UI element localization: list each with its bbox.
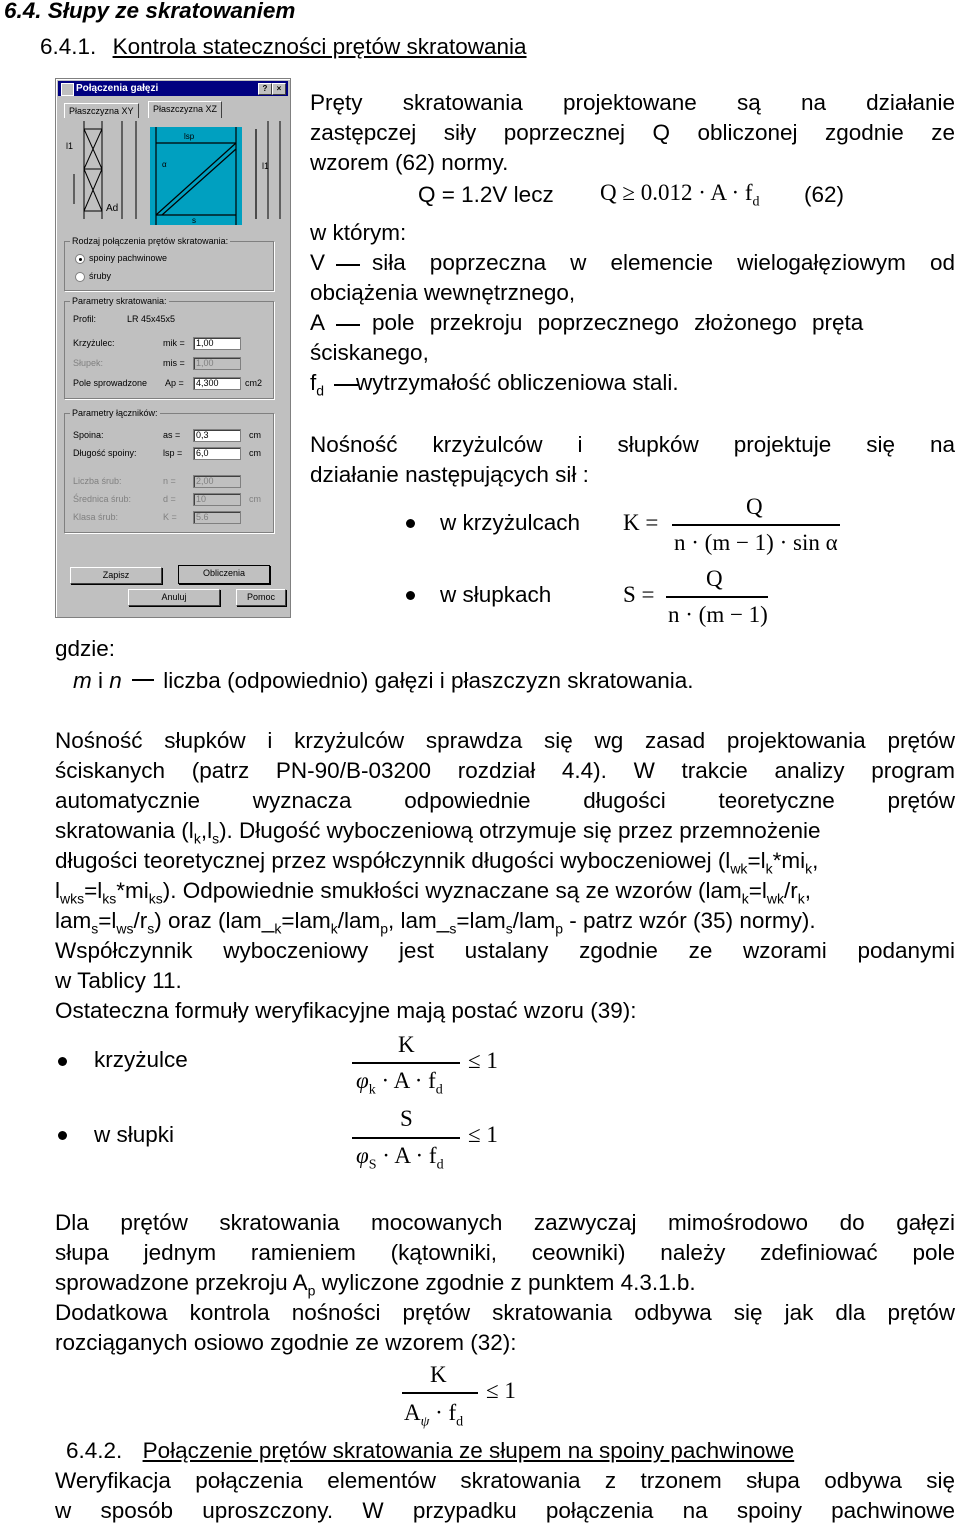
mn-definition: m i n liczba (odpowiednio) gałęzi i płaszczyzn skratowania. bbox=[73, 668, 694, 693]
d-unit: cm bbox=[249, 494, 261, 504]
paragraph-3-line-8: Współczynnik wyboczeniowy jest ustalany zgodnie ze wzorami podanymi bbox=[55, 938, 955, 963]
def-f-symbol: $f_d$ bbox=[310, 370, 325, 399]
bullet-verify-k bbox=[58, 1057, 67, 1066]
verify-k-fraction-line bbox=[352, 1062, 460, 1064]
diagram-label-s: s bbox=[192, 216, 196, 225]
lacing-diagram bbox=[62, 119, 284, 229]
def-a-line-1: pole przekroju poprzecznego złożonego pręta bbox=[372, 310, 864, 335]
diagram-label-l1: l1 bbox=[66, 141, 74, 151]
paragraph-1-line-3: wzorem (62) normy. bbox=[310, 150, 509, 175]
group-connector-params bbox=[64, 408, 274, 533]
bolt-count-label: Liczba śrub: bbox=[73, 476, 122, 486]
n-input[interactable]: 2,00 bbox=[193, 475, 241, 488]
def-v-symbol: V bbox=[310, 250, 326, 275]
ap-unit: cm2 bbox=[245, 378, 263, 388]
paragraph-4-line-4: Dodatkowa kontrola nośności prętów skratowania odbywa się jak dla prętów bbox=[55, 1300, 955, 1325]
help-title-button[interactable]: ? bbox=[258, 83, 272, 95]
diagram-label-l1-right: l1 bbox=[262, 161, 270, 171]
post-label: Słupek: bbox=[73, 358, 104, 368]
paragraph-3-line-7: $lam_s=l_{ws}/r_s$) oraz ($lam\__k=lam_k/lam_p$, $lam\__s=lam_s/lam_p$ - patrz wzór (35) normy). bbox=[55, 908, 816, 937]
calculations-button[interactable]: Obliczenia bbox=[178, 565, 270, 584]
radio-fillet-welds-label: spoiny pachwinowe bbox=[89, 253, 168, 263]
bolt-diameter-label: Średnica śrub: bbox=[73, 494, 132, 504]
verify-k-label: krzyżulce bbox=[94, 1047, 188, 1072]
verify-k-relation: ≤ 1 bbox=[468, 1048, 498, 1073]
eq32-fraction-line bbox=[402, 1392, 478, 1394]
profile-label: Profil: bbox=[73, 314, 97, 324]
force-s-label: w słupkach bbox=[440, 582, 552, 607]
mik-input[interactable]: 1,00 bbox=[193, 337, 241, 350]
def-v-line-1: siła poprzeczna w elemencie wielogałęziowym od bbox=[372, 250, 955, 275]
def-f-text: wytrzymałość obliczeniowa stali. bbox=[356, 370, 679, 395]
def-v-line-2: obciążenia wewnętrznego, bbox=[310, 280, 576, 305]
force-k-fraction-line bbox=[672, 524, 840, 526]
paragraph-3-line-1: Nośność słupków i krzyżulców sprawdza się wg zasad projektowania prętów bbox=[55, 728, 955, 753]
ap-input[interactable]: 4,300 bbox=[193, 377, 241, 390]
paragraph-3-line-10: Ostateczna formuły weryfikacyjne mają postać wzoru (39): bbox=[55, 998, 637, 1023]
mis-input[interactable]: 1,00 bbox=[193, 357, 241, 370]
force-k-denominator: n · (m − 1) · sin α bbox=[674, 530, 838, 555]
paragraph-5-line-2: w sposób uproszczony. W przypadku połączenia na spoiny pachwinowe bbox=[55, 1498, 955, 1523]
subsection-2-title: Połączenie prętów skratowania ze słupem na spoiny pachwinowe bbox=[142, 1438, 795, 1463]
eq32-relation: ≤ 1 bbox=[486, 1378, 516, 1403]
close-title-button[interactable]: × bbox=[272, 83, 286, 95]
eq62-number: (62) bbox=[804, 182, 845, 207]
diagram-label-ad: Ad bbox=[106, 203, 119, 214]
help-button[interactable]: Pomoc bbox=[236, 589, 286, 606]
weld-label: Spoina: bbox=[73, 430, 104, 440]
paragraph-3-line-3: automatycznie wyznacza odpowiednie długości teoretyczne prętów bbox=[55, 788, 955, 813]
radio-fillet-welds[interactable] bbox=[75, 254, 85, 264]
ap-label: Ap = bbox=[165, 378, 184, 388]
dialog-title: Połączenia gałęzi bbox=[76, 83, 159, 94]
d-input[interactable]: 10 bbox=[193, 493, 241, 506]
n-label: n = bbox=[163, 476, 176, 486]
subsection-2-heading bbox=[66, 1436, 794, 1466]
gdzie-label: gdzie: bbox=[55, 636, 116, 661]
verify-s-numerator: S bbox=[400, 1106, 413, 1131]
paragraph-3-line-2: ściskanych (patrz PN-90/B-03200 rozdział 4.4). W trakcie analizy program bbox=[55, 758, 955, 783]
bullet-k bbox=[406, 519, 415, 528]
group-connection-type bbox=[64, 236, 274, 291]
def-a-dash bbox=[336, 324, 360, 326]
weld-length-label: Długość spoiny: bbox=[73, 448, 137, 458]
verify-s-fraction-line bbox=[352, 1137, 460, 1139]
force-s-denominator: n · (m − 1) bbox=[668, 602, 768, 627]
section-heading bbox=[4, 0, 295, 26]
profile-value: LR 45x45x5 bbox=[127, 314, 176, 324]
k-label: K = bbox=[163, 512, 177, 522]
paragraph-5-line-1: Weryfikacja połączenia elementów skratowania z trzonem słupa odbywa się bbox=[55, 1468, 955, 1493]
force-k-numerator: Q bbox=[746, 494, 763, 519]
bolt-class-label: Klasa śrub: bbox=[73, 512, 119, 522]
subsection-2-number: 6.4.2. bbox=[66, 1438, 123, 1463]
paragraph-4-line-2: słupa jednym ramieniem (kątowniki, ceowniki) należy zdefiniować pole bbox=[55, 1240, 955, 1265]
radio-bolts[interactable] bbox=[75, 272, 85, 282]
def-f-dash bbox=[334, 384, 358, 386]
radio-bolts-label: śruby bbox=[89, 271, 112, 281]
mik-label: mik = bbox=[163, 338, 185, 348]
def-a-line-2: ściskanego, bbox=[310, 340, 429, 365]
paragraph-3-line-6: $l_{wks}=l_{ks}*mi_{ks}$). Odpowiednie smukłości wyznaczane są ze wzorów ($lam_k=l_{wk}/r_k$, bbox=[55, 878, 812, 907]
verify-k-numerator: K bbox=[398, 1032, 415, 1057]
verify-s-label: w słupki bbox=[94, 1122, 175, 1147]
group-lacing-params-label: Parametry skratowania: bbox=[72, 296, 167, 306]
eq32-denominator: $A_\psi \cdot f_d$ bbox=[404, 1400, 464, 1430]
lsp-input[interactable]: 6,0 bbox=[193, 447, 241, 460]
force-s-lhs: S = bbox=[623, 582, 655, 607]
dialog-window bbox=[55, 78, 291, 618]
bullet-verify-s bbox=[58, 1131, 67, 1140]
section-title: Słupy ze skratowaniem bbox=[47, 0, 296, 23]
subsection-heading bbox=[40, 32, 527, 62]
paragraph-2-line-1: Nośność krzyżulców i słupków projektuje się na bbox=[310, 432, 955, 457]
where-label: w którym: bbox=[310, 220, 407, 245]
k-input[interactable]: 5.6 bbox=[193, 511, 241, 524]
paragraph-3-line-4: skratowania $(l_k,l_s)$. Długość wyboczeniową otrzymuje się przez przemnożenie bbox=[55, 818, 821, 847]
eq62-formula: $Q \ge 0.012 \cdot A \cdot f_d$ bbox=[600, 180, 760, 210]
eq32-numerator: K bbox=[430, 1362, 447, 1387]
paragraph-4-line-1: Dla prętów skratowania mocowanych zazwyczaj mimośrodowo do gałęzi bbox=[55, 1210, 955, 1235]
lsp-unit: cm bbox=[249, 448, 261, 458]
group-connector-params-label: Parametry łączników: bbox=[72, 408, 158, 418]
eq62-left: Q = 1.2V lecz bbox=[418, 182, 554, 207]
paragraph-4-line-5: rozciąganych osiowo zgodnie ze wzorem (32): bbox=[55, 1330, 517, 1355]
subsection-title: Kontrola stateczności prętów skratowania bbox=[112, 34, 527, 59]
section-number: 6.4. bbox=[4, 0, 42, 23]
paragraph-3-line-5: długości teoretycznej przez współczynnik długości wyboczeniowej ($l_{wk}=l_k*mi_k$, bbox=[55, 848, 819, 877]
tab-plane-xz[interactable]: Płaszczyzna XZ bbox=[148, 101, 222, 118]
force-s-fraction-line bbox=[666, 596, 768, 598]
diagram-label-alpha: α bbox=[162, 160, 167, 169]
verify-k-denominator: $\varphi_k \cdot A \cdot f_d$ bbox=[356, 1068, 443, 1098]
paragraph-1-line-1: Pręty skratowania projektowane są na działanie bbox=[310, 90, 955, 115]
window-icon bbox=[61, 83, 74, 96]
force-s-numerator: Q bbox=[706, 566, 723, 591]
force-k-label: w krzyżulcach bbox=[440, 510, 581, 535]
group-lacing-params bbox=[64, 296, 274, 399]
mis-label: mis = bbox=[163, 358, 185, 368]
subsection-number: 6.4.1. bbox=[40, 34, 97, 59]
verify-s-denominator: $\varphi_S \cdot A \cdot f_d$ bbox=[356, 1143, 444, 1173]
cancel-button[interactable]: Anuluj bbox=[128, 589, 220, 606]
paragraph-2-line-2: działanie następujących sił : bbox=[310, 462, 589, 487]
save-button[interactable]: Zapisz bbox=[70, 567, 162, 584]
area-label: Pole sprowadzone bbox=[73, 378, 148, 388]
def-v-dash bbox=[336, 264, 360, 266]
as-label: as = bbox=[163, 430, 181, 440]
verify-s-relation: ≤ 1 bbox=[468, 1122, 498, 1147]
diagram-label-lsp: lsp bbox=[184, 132, 195, 141]
paragraph-1-line-2: zastępczej siły poprzecznej Q obliczonej zgodnie ze bbox=[310, 120, 955, 145]
diagonal-label: Krzyżulec: bbox=[73, 338, 115, 348]
tab-plane-xy[interactable]: Płaszczyzna XY bbox=[64, 103, 139, 118]
d-label: d = bbox=[163, 494, 176, 504]
paragraph-3-line-9: w Tablicy 11. bbox=[55, 968, 182, 993]
group-connection-type-label: Rodzaj połączenia prętów skratowania: bbox=[72, 236, 229, 246]
paragraph-4-line-3: sprowadzone przekroju $A_p$ wyliczone zgodnie z punktem 4.3.1.b. bbox=[55, 1270, 696, 1299]
as-input[interactable]: 0,3 bbox=[193, 429, 241, 442]
as-unit: cm bbox=[249, 430, 261, 440]
force-k-lhs: K = bbox=[623, 510, 659, 535]
dialog-titlebar bbox=[58, 81, 288, 96]
bullet-s bbox=[406, 591, 415, 600]
lsp-label: lsp = bbox=[163, 448, 183, 458]
def-a-symbol: A bbox=[310, 310, 326, 335]
